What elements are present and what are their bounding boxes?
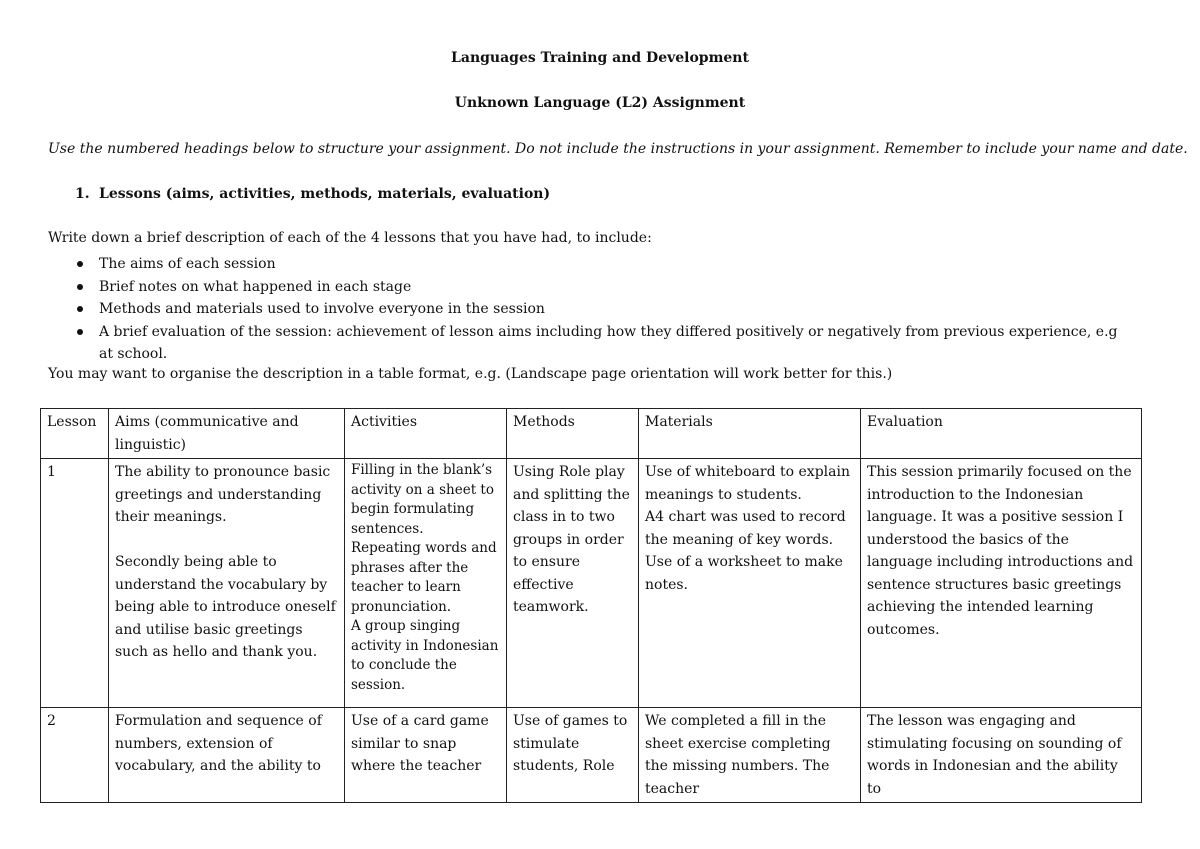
cell-methods: Use of games to stimulate students, Role xyxy=(507,708,639,803)
table-row xyxy=(41,459,1142,708)
cell-lesson-number: 2 xyxy=(41,708,109,803)
section-heading-text: Lessons (aims, activities, methods, materials, evaluation) xyxy=(99,186,551,202)
list-item: A brief evaluation of the session: achievement of lesson aims including how they differed positively or negatively from previous experience, e.g at school. xyxy=(48,321,1128,366)
section-heading-lessons xyxy=(75,186,550,202)
instructions-text: Use the numbered headings below to structure your assignment. Do not include the instructions in your assignment. Remember to include your name and date. xyxy=(48,141,1188,157)
cell-evaluation: This session primarily focused on the introduction to the Indonesian language. It was a positive session I understood the basics of the language including introductions and sentence structures basic greetings achieving the intended learning outcomes. xyxy=(861,459,1142,708)
bullet-icon xyxy=(77,329,83,335)
table-row xyxy=(41,708,1142,803)
header-lesson: Lesson xyxy=(41,409,109,459)
cell-methods: Using Role play and splitting the class in to two groups in order to ensure effective teamwork. xyxy=(507,459,639,708)
bullet-icon xyxy=(77,284,83,290)
cell-activities: Use of a card game similar to snap where the teacher xyxy=(345,708,507,803)
document-subtitle: Unknown Language (L2) Assignment xyxy=(454,95,746,111)
cell-activities: Filling in the blank’s activity on a sheet to begin formulating sentences. Repeating words and phrases after the teacher to learn pronunciation. A group singing activity in Indonesian to conclude the session. xyxy=(345,459,507,708)
lessons-table xyxy=(40,408,1142,803)
header-activities: Activities xyxy=(345,409,507,459)
cell-materials: Use of whiteboard to explain meanings to students. A4 chart was used to record the meaning of key words. Use of a worksheet to make notes. xyxy=(639,459,861,708)
section-number: 1. xyxy=(75,186,90,202)
table-header-row xyxy=(41,409,1142,459)
requirements-list xyxy=(48,253,1128,366)
organise-note: You may want to organise the description in a table format, e.g. (Landscape page orientation will work better for this.) xyxy=(48,366,893,382)
cell-lesson-number: 1 xyxy=(41,459,109,708)
header-materials: Materials xyxy=(639,409,861,459)
bullet-icon xyxy=(77,261,83,267)
list-item: The aims of each session xyxy=(48,253,1128,276)
bullet-icon xyxy=(77,306,83,312)
header-aims: Aims (communicative and linguistic) xyxy=(109,409,345,459)
header-methods: Methods xyxy=(507,409,639,459)
description-text: Write down a brief description of each of the 4 lessons that you have had, to include: xyxy=(48,230,652,246)
cell-materials: We completed a fill in the sheet exercise completing the missing numbers. The teacher xyxy=(639,708,861,803)
header-evaluation: Evaluation xyxy=(861,409,1142,459)
cell-evaluation: The lesson was engaging and stimulating focusing on sounding of words in Indonesian and the ability to xyxy=(861,708,1142,803)
list-item: Methods and materials used to involve everyone in the session xyxy=(48,298,1128,321)
cell-aims: Formulation and sequence of numbers, extension of vocabulary, and the ability to xyxy=(109,708,345,803)
cell-aims: The ability to pronounce basic greetings and understanding their meanings. Secondly being able to understand the vocabulary by being able to introduce oneself and utilise basic greetings such as hello and thank you. xyxy=(109,459,345,708)
list-item: Brief notes on what happened in each stage xyxy=(48,276,1128,299)
document-title: Languages Training and Development xyxy=(451,50,749,66)
